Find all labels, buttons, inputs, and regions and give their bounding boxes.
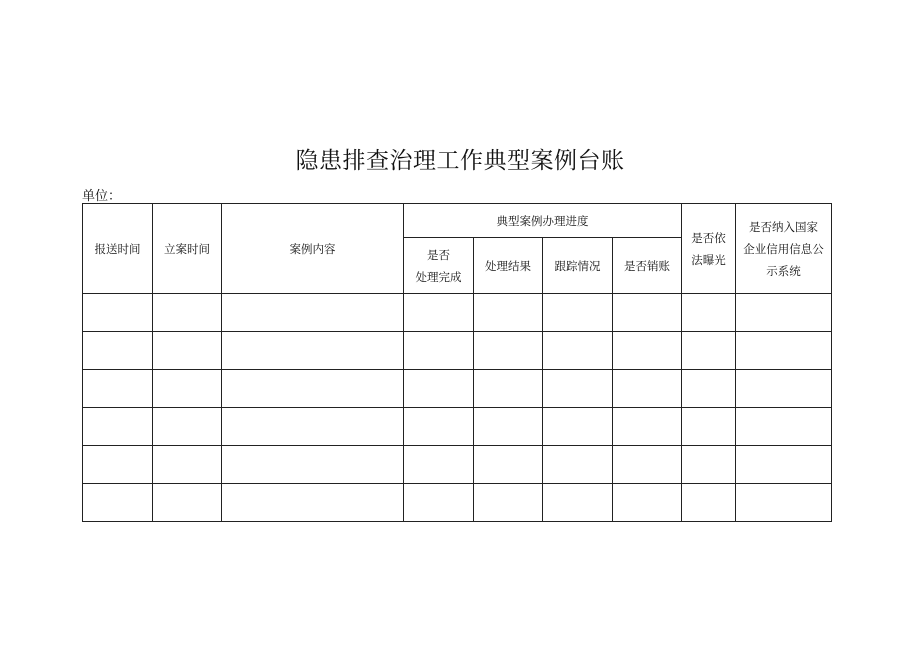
header-progress-group: 典型案例办理进度 [404, 204, 682, 238]
table-cell [613, 408, 682, 446]
table-row [83, 370, 832, 408]
header-filing-time: 立案时间 [153, 204, 222, 294]
table-cell [404, 484, 474, 522]
table-cell [474, 370, 543, 408]
table-cell [543, 484, 613, 522]
table-cell [736, 370, 832, 408]
case-ledger-table [82, 203, 832, 522]
table-cell [153, 294, 222, 332]
table-cell [83, 408, 153, 446]
table-cell [83, 484, 153, 522]
table-cell [404, 294, 474, 332]
table-cell [682, 446, 736, 484]
header-result: 处理结果 [474, 238, 543, 294]
table-cell [222, 408, 404, 446]
table-cell [404, 446, 474, 484]
table-cell [404, 370, 474, 408]
table-cell [153, 370, 222, 408]
table-cell [613, 370, 682, 408]
table-cell [543, 294, 613, 332]
table-cell [153, 332, 222, 370]
table-cell [682, 332, 736, 370]
table-row [83, 408, 832, 446]
table-cell [404, 332, 474, 370]
unit-label: 单位： [82, 189, 122, 204]
table-cell [83, 446, 153, 484]
table-cell [474, 446, 543, 484]
table-cell [736, 294, 832, 332]
table-cell [736, 332, 832, 370]
table-cell [682, 294, 736, 332]
page-title: 隐患排查治理工作典型案例台账 [295, 148, 625, 174]
table-cell [736, 446, 832, 484]
table-cell [222, 294, 404, 332]
table-cell [613, 446, 682, 484]
table-row [83, 484, 832, 522]
table-cell [404, 408, 474, 446]
table-cell [474, 294, 543, 332]
table-cell [153, 408, 222, 446]
header-case-content: 案例内容 [222, 204, 404, 294]
table-cell [543, 370, 613, 408]
table-cell [83, 370, 153, 408]
table-row [83, 332, 832, 370]
table-row [83, 446, 832, 484]
table-cell [474, 484, 543, 522]
header-legal-exposure-text: 是否依 法曝光 [691, 230, 726, 267]
table-cell [613, 332, 682, 370]
table-cell [222, 446, 404, 484]
header-written-off: 是否销账 [613, 238, 682, 294]
table-cell [682, 484, 736, 522]
table-cell [736, 408, 832, 446]
table-cell [543, 446, 613, 484]
table-cell [736, 484, 832, 522]
table-cell [222, 332, 404, 370]
table-cell [83, 294, 153, 332]
table-cell [543, 408, 613, 446]
header-tracking: 跟踪情况 [543, 238, 613, 294]
table-cell [613, 294, 682, 332]
unit-field [82, 185, 325, 204]
table-cell [222, 370, 404, 408]
header-legal-exposure [682, 204, 736, 294]
header-report-time: 报送时间 [83, 204, 153, 294]
table-cell [682, 370, 736, 408]
table-cell [682, 408, 736, 446]
header-credit-system-text: 是否纳入国家 企业信用信息公 示系统 [743, 219, 824, 278]
table-cell [153, 484, 222, 522]
header-processed [404, 238, 474, 294]
table-cell [153, 446, 222, 484]
table-row [83, 294, 832, 332]
table-cell [613, 484, 682, 522]
header-processed-text: 是否 处理完成 [415, 247, 462, 284]
table-cell [543, 332, 613, 370]
table-cell [474, 332, 543, 370]
table-cell [83, 332, 153, 370]
table-cell [222, 484, 404, 522]
table-cell [474, 408, 543, 446]
header-credit-system [736, 204, 832, 294]
